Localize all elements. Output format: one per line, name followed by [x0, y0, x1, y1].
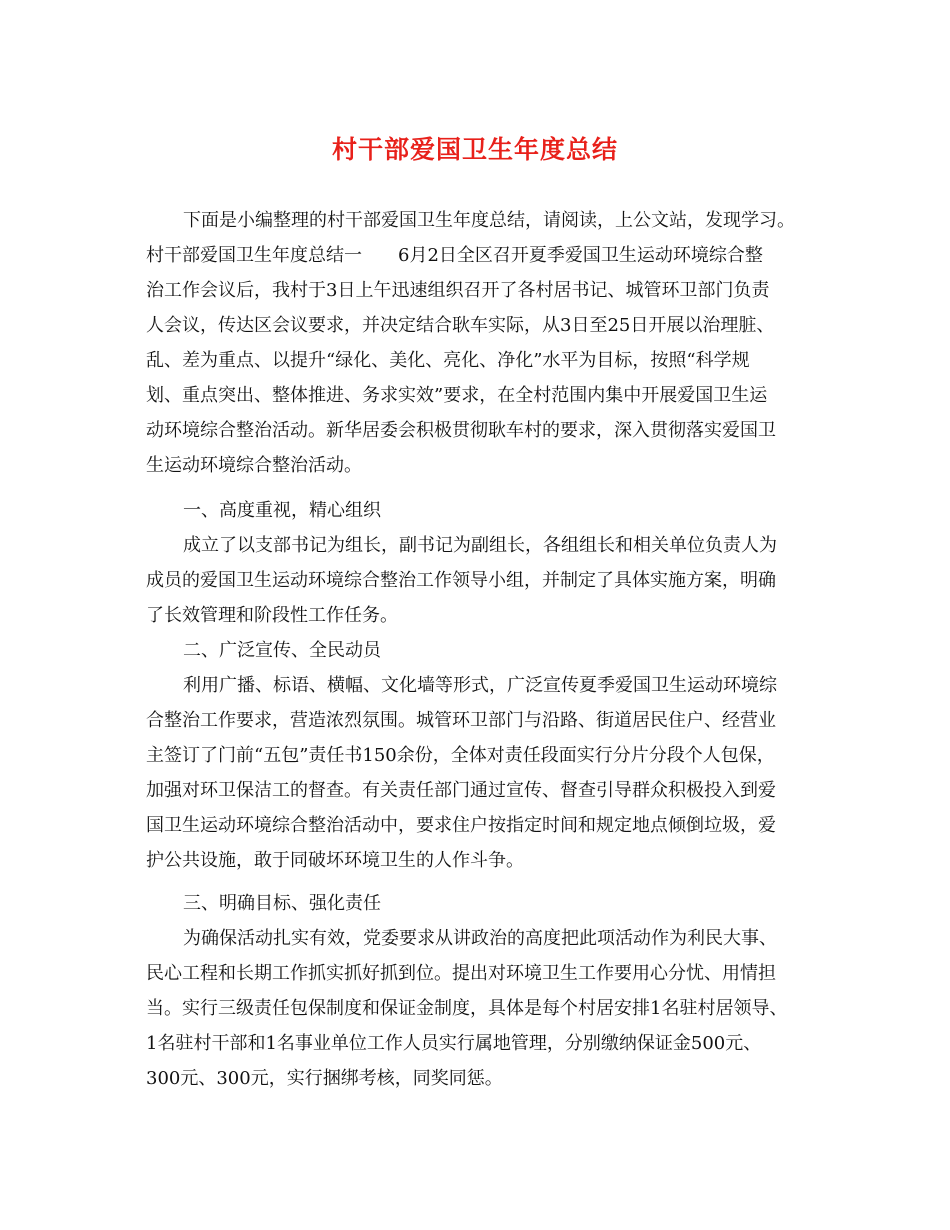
paragraph-line: 利用广播、标语、横幅、文化墙等形式，广泛宣传夏季爱国卫生运动环境综 [183, 675, 777, 696]
document-title: 村干部爱国卫生年度总结 [331, 135, 618, 164]
paragraph-line: 加强对环卫保洁工的督查。有关责任部门通过宣传、督查引导群众积极投入到爱 [146, 780, 776, 801]
paragraph-line: 下面是小编整理的村干部爱国卫生年度总结，请阅读，上公文站，发现学习。 [183, 210, 795, 231]
paragraph-line: 合整治工作要求，营造浓烈氛围。城管环卫部门与沿路、街道居民住户、经营业 [146, 710, 776, 731]
paragraph-line: 为确保活动扎实有效，党委要求从讲政治的高度把此项活动作为利民大事、 [183, 928, 777, 949]
section-heading: 二、广泛宣传、全民动员 [183, 640, 381, 661]
paragraph-line: 国卫生运动环境综合整治活动中，要求住户按指定时间和规定地点倾倒垃圾，爱 [146, 815, 776, 836]
section-heading: 三、明确目标、强化责任 [183, 893, 381, 914]
paragraph-line: 划、重点突出、整体推进、务求实效”要求，在全村范围内集中开展爱国卫生运 [146, 385, 768, 406]
paragraph-line: 了长效管理和阶段性工作任务。 [146, 605, 398, 626]
paragraph-line: 成员的爱国卫生运动环境综合整治工作领导小组，并制定了具体实施方案，明确 [146, 570, 776, 591]
paragraph-line: 生运动环境综合整治活动。 [146, 455, 362, 476]
paragraph-line: 主签订了门前“五包”责任书150余份，全体对责任段面实行分片分段个人包保， [146, 745, 775, 766]
paragraph-line: 人会议，传达区会议要求，并决定结合耿车实际，从3日至25日开展以治理脏、 [146, 315, 775, 336]
paragraph-line: 300元、300元，实行捆绑考核，同奖同惩。 [146, 1068, 503, 1089]
paragraph-line: 成立了以支部书记为组长，副书记为副组长，各组组长和相关单位负责人为 [183, 535, 777, 556]
paragraph-line: 当。实行三级责任包保制度和保证金制度，具体是每个村居安排1名驻村居领导、 [146, 998, 788, 1019]
section-heading: 一、高度重视，精心组织 [183, 500, 381, 521]
paragraph-line: 护公共设施，敢于同破坏环境卫生的人作斗争。 [146, 850, 524, 871]
paragraph-line: 民心工程和长期工作抓实抓好抓到位。提出对环境卫生工作要用心分忧、用情担 [146, 963, 776, 984]
paragraph-line: 1名驻村干部和1名事业单位工作人员实行属地管理，分别缴纳保证金500元、 [146, 1033, 762, 1054]
paragraph-line: 动环境综合整治活动。新华居委会积极贯彻耿车村的要求，深入贯彻落实爱国卫 [146, 420, 776, 441]
paragraph-line: 治工作会议后，我村于3日上午迅速组织召开了各村居书记、城管环卫部门负责 [146, 280, 770, 301]
paragraph-line: 乱、差为重点、以提升“绿化、美化、亮化、净化”水平为目标，按照“科学规 [146, 350, 750, 371]
paragraph-line: 村干部爱国卫生年度总结一 6月2日全区召开夏季爱国卫生运动环境综合整 [146, 245, 763, 266]
